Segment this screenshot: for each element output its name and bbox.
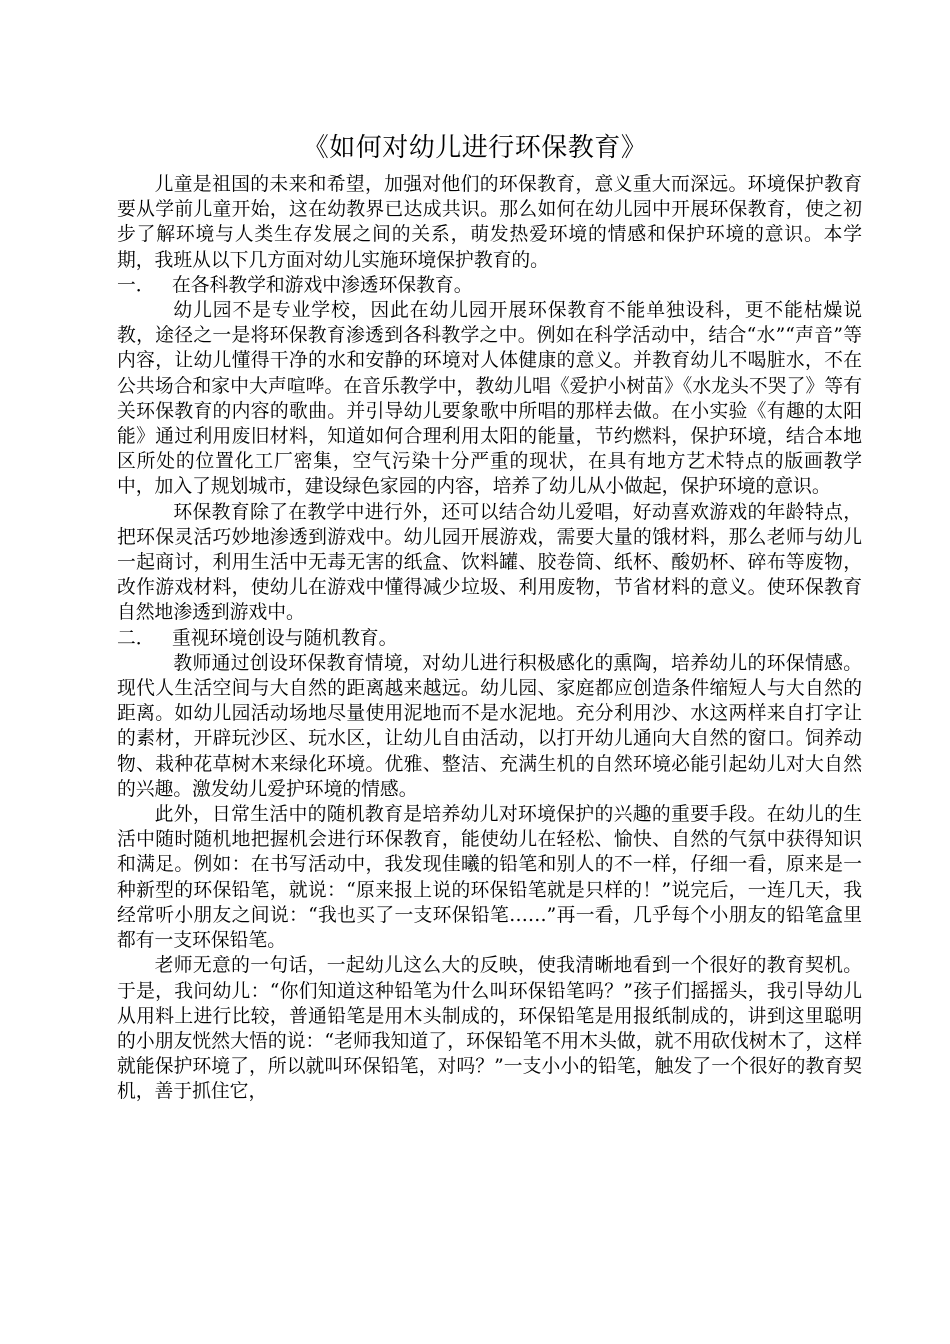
section-heading-1 (117, 273, 862, 298)
paragraph-games: 环保教育除了在教学中进行外，还可以结合幼儿爱唱，好动喜欢游戏的年龄特点，把环保灵活巧妙地渗透到游戏中。幼儿园开展游戏，需要大量的饿材料，那么老师与幼儿一起商讨，利用生活中无毒无害的纸盒、饮料罐、胶卷筒、纸杯、酸奶杯、碎布等废物，改作游戏材料，使幼儿在游戏中懂得减少垃圾、利用废物，节省材料的意义。使环保教育自然地渗透到游戏中。 (117, 501, 862, 624)
paragraph-intro: 儿童是祖国的未来和希望，加强对他们的环保教育，意义重大而深远。环境保护教育要从学前儿童开始，这在幼教界已达成共识。那么如何在幼儿园中开展环保教育，使之初步了解环境与人类生存发展之间的关系，萌发热爱环境的情感和保护环境的意识。本学期，我班从以下几方面对幼儿实施环境保护教育的。 (117, 174, 862, 271)
document-body (117, 172, 862, 1105)
paragraph-daily-life: 此外，日常生活中的随机教育是培养幼儿对环境保护的兴趣的重要手段。在幼儿的生活中随时随机地把握机会进行环保教育，能使幼儿在轻松、愉快、自然的气氛中获得知识和满足。例如：在书写活动中，我发现佳曦的铅笔和别人的不一样，仔细一看，原来是一种新型的环保铅笔，就说：“原来报上说的环保铅笔就是只样的！”说完后，一连几天，我经常听小朋友之间说：“我也买了一支环保铅笔……”再一看，几乎每个小朋友的铅笔盒里都有一支环保铅笔。 (117, 804, 862, 952)
section-number: 二． (117, 627, 155, 649)
section-heading-2 (117, 626, 862, 651)
section-heading-text: 重视环境创设与随机教育。 (172, 627, 398, 649)
section-number: 一． (117, 274, 155, 296)
paragraph-environment: 教师通过创设环保教育情境，对幼儿进行积极感化的熏陶，培养幼儿的环保情感。现代人生活空间与大自然的距离越来越远。幼儿园、家庭都应创造条件缩短人与大自然的距离。如幼儿园活动场地尽量使用泥地而不是水泥地。充分利用沙、水这两样来自打字让的素材，开辟玩沙区、玩水区，让幼儿自由活动，以打开幼儿通向大自然的窗口。饲养动物、栽种花草树木来绿化环境。优雅、整洁、充满生机的自然环境必能引起幼儿对大自然的兴趣。激发幼儿爱护环境的情感。 (117, 652, 862, 800)
section-heading-text: 在各科教学和游戏中渗透环保教育。 (172, 274, 473, 296)
document-title: 《如何对幼儿进行环保教育》 (302, 133, 648, 163)
paragraph-pencil: 老师无意的一句话，一起幼儿这么大的反映，使我清晰地看到一个很好的教育契机。于是，我问幼儿：“你们知道这种铅笔为什么叫环保铅笔吗？”孩子们摇摇头，我引导幼儿从用料上进行比较，普通铅笔是用木头制成的，环保铅笔是用报纸制成的，讲到这里聪明的小朋友恍然大悟的说：“老师我知道了，环保铅笔不用木头做，就不用砍伐树木了，这样就能保护环境了，所以就叫环保铅笔，对吗？”一支小小的铅笔，触发了一个很好的教育契机，善于抓住它， (117, 955, 862, 1103)
paragraph-teaching: 幼儿园不是专业学校，因此在幼儿园开展环保教育不能单独设科，更不能枯燥说教，途径之一是将环保教育渗透到各科教学之中。例如在科学活动中，结合“水”“声音”等内容，让幼儿懂得干净的水和安静的环境对人体健康的意义。并教育幼儿不喝脏水，不在公共场合和家中大声喧哗。在音乐教学中，教幼儿唱《爱护小树苗》《水龙头不哭了》等有关环保教育的内容的歌曲。并引导幼儿要象歌中所唱的那样去做。在小实验《有趣的太阳能》通过利用废旧材料，知道如何合理利用太阳的能量，节约燃料，保护环境，结合本地区所处的位置化工厂密集，空气污染十分严重的现状，在具有地方艺术特点的版画教学中，加入了规划城市，建设绿色家园的内容，培养了幼儿从小做起，保护环境的意识。 (117, 300, 862, 498)
